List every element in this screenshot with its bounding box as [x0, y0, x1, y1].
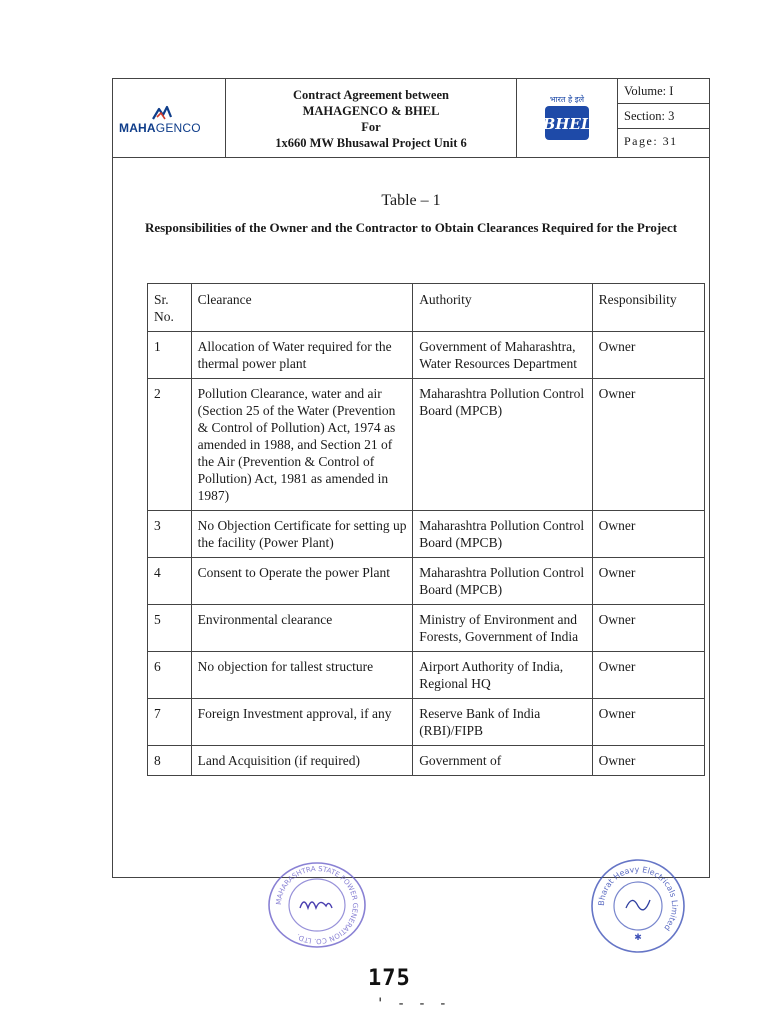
mahagenco-wordmark: MAHAGENCO	[119, 121, 201, 135]
bhel-logo-cell	[517, 79, 618, 157]
bhel-seal-ring-text: Bharat Heavy Electricals Limited	[596, 864, 680, 933]
cell-responsibility: Owner	[592, 746, 704, 776]
cell-responsibility: Owner	[592, 332, 704, 379]
mahagenco-seal-stamp	[262, 860, 372, 950]
cell-responsibility: Owner	[592, 511, 704, 558]
cell-clearance: Allocation of Water required for the thermal power plant	[191, 332, 413, 379]
cell-authority: Maharashtra Pollution Control Board (MPCB)	[413, 379, 592, 511]
cell-sr: 2	[148, 379, 192, 511]
document-meta	[618, 79, 709, 157]
cell-responsibility: Owner	[592, 652, 704, 699]
page-label: Page: 31	[624, 134, 678, 148]
contract-title	[226, 79, 517, 157]
cell-clearance: Environmental clearance	[191, 605, 413, 652]
volume-label: Volume: I	[618, 79, 709, 104]
cell-sr: 6	[148, 652, 192, 699]
cell-authority: Ministry of Environment and Forests, Government of India	[413, 605, 592, 652]
table-row	[148, 652, 705, 699]
bhel-seal-stamp	[588, 856, 688, 956]
cell-responsibility: Owner	[592, 558, 704, 605]
table-row	[148, 605, 705, 652]
cell-authority: Government of Maharashtra, Water Resources Department	[413, 332, 592, 379]
header-sr-no: Sr. No.	[148, 284, 192, 332]
mahagenco-logo-cell	[113, 79, 226, 157]
table-row	[148, 511, 705, 558]
table-row	[148, 379, 705, 511]
cell-clearance: Pollution Clearance, water and air (Section 25 of the Water (Prevention & Control of Pollution) Act, 1974 as amended in 1988, and Section 21 of the Air (Prevention & Control of Pollution) Act, 1981 as amended in 1987)	[191, 379, 413, 511]
header-authority: Authority	[413, 284, 592, 332]
bhel-brand-text: BHEL	[542, 115, 592, 133]
cell-sr: 7	[148, 699, 192, 746]
cell-clearance: No objection for tallest structure	[191, 652, 413, 699]
title-line-3: For	[361, 120, 381, 134]
cell-authority: Maharashtra Pollution Control Board (MPCB)	[413, 511, 592, 558]
cell-clearance: No Objection Certificate for setting up the facility (Power Plant)	[191, 511, 413, 558]
footer-marks: ' - - -	[376, 996, 450, 1012]
cell-sr: 5	[148, 605, 192, 652]
bhel-hindi-text: भारत हे इले	[549, 95, 585, 104]
cell-sr: 3	[148, 511, 192, 558]
svg-text:✱: ✱	[634, 932, 642, 942]
cell-responsibility: Owner	[592, 379, 704, 511]
cell-sr: 4	[148, 558, 192, 605]
cell-clearance: Land Acquisition (if required)	[191, 746, 413, 776]
document-header	[113, 79, 709, 158]
cell-clearance: Foreign Investment approval, if any	[191, 699, 413, 746]
cell-sr: 8	[148, 746, 192, 776]
cell-sr: 1	[148, 332, 192, 379]
table-row	[148, 746, 705, 776]
clearances-table	[147, 283, 705, 776]
title-line-4: 1x660 MW Bhusawal Project Unit 6	[275, 136, 467, 150]
title-line-2: MAHAGENCO & BHEL	[302, 104, 440, 118]
mahagenco-seal-ring-text: MAHARASHTRA STATE POWER GENERATION CO. LTD.	[274, 864, 360, 946]
bhel-logo-icon	[541, 93, 593, 143]
cell-authority: Airport Authority of India, Regional HQ	[413, 652, 592, 699]
table-row	[148, 332, 705, 379]
table-row	[148, 699, 705, 746]
title-line-1: Contract Agreement between	[293, 88, 449, 102]
cell-authority: Government of	[413, 746, 592, 776]
cell-responsibility: Owner	[592, 699, 704, 746]
section-label: Section: 3	[618, 104, 709, 129]
table-title: Table – 1	[381, 192, 441, 209]
table-subtitle: Responsibilities of the Owner and the Contractor to Obtain Clearances Required for the Project	[144, 220, 678, 235]
header-responsibility: Responsibility	[592, 284, 704, 332]
table-header-row	[148, 284, 705, 332]
cell-authority: Maharashtra Pollution Control Board (MPCB)	[413, 558, 592, 605]
footer-page-number: 175	[368, 966, 411, 991]
cell-responsibility: Owner	[592, 605, 704, 652]
header-clearance: Clearance	[191, 284, 413, 332]
cell-clearance: Consent to Operate the power Plant	[191, 558, 413, 605]
table-row	[148, 558, 705, 605]
cell-authority: Reserve Bank of India (RBI)/FIPB	[413, 699, 592, 746]
